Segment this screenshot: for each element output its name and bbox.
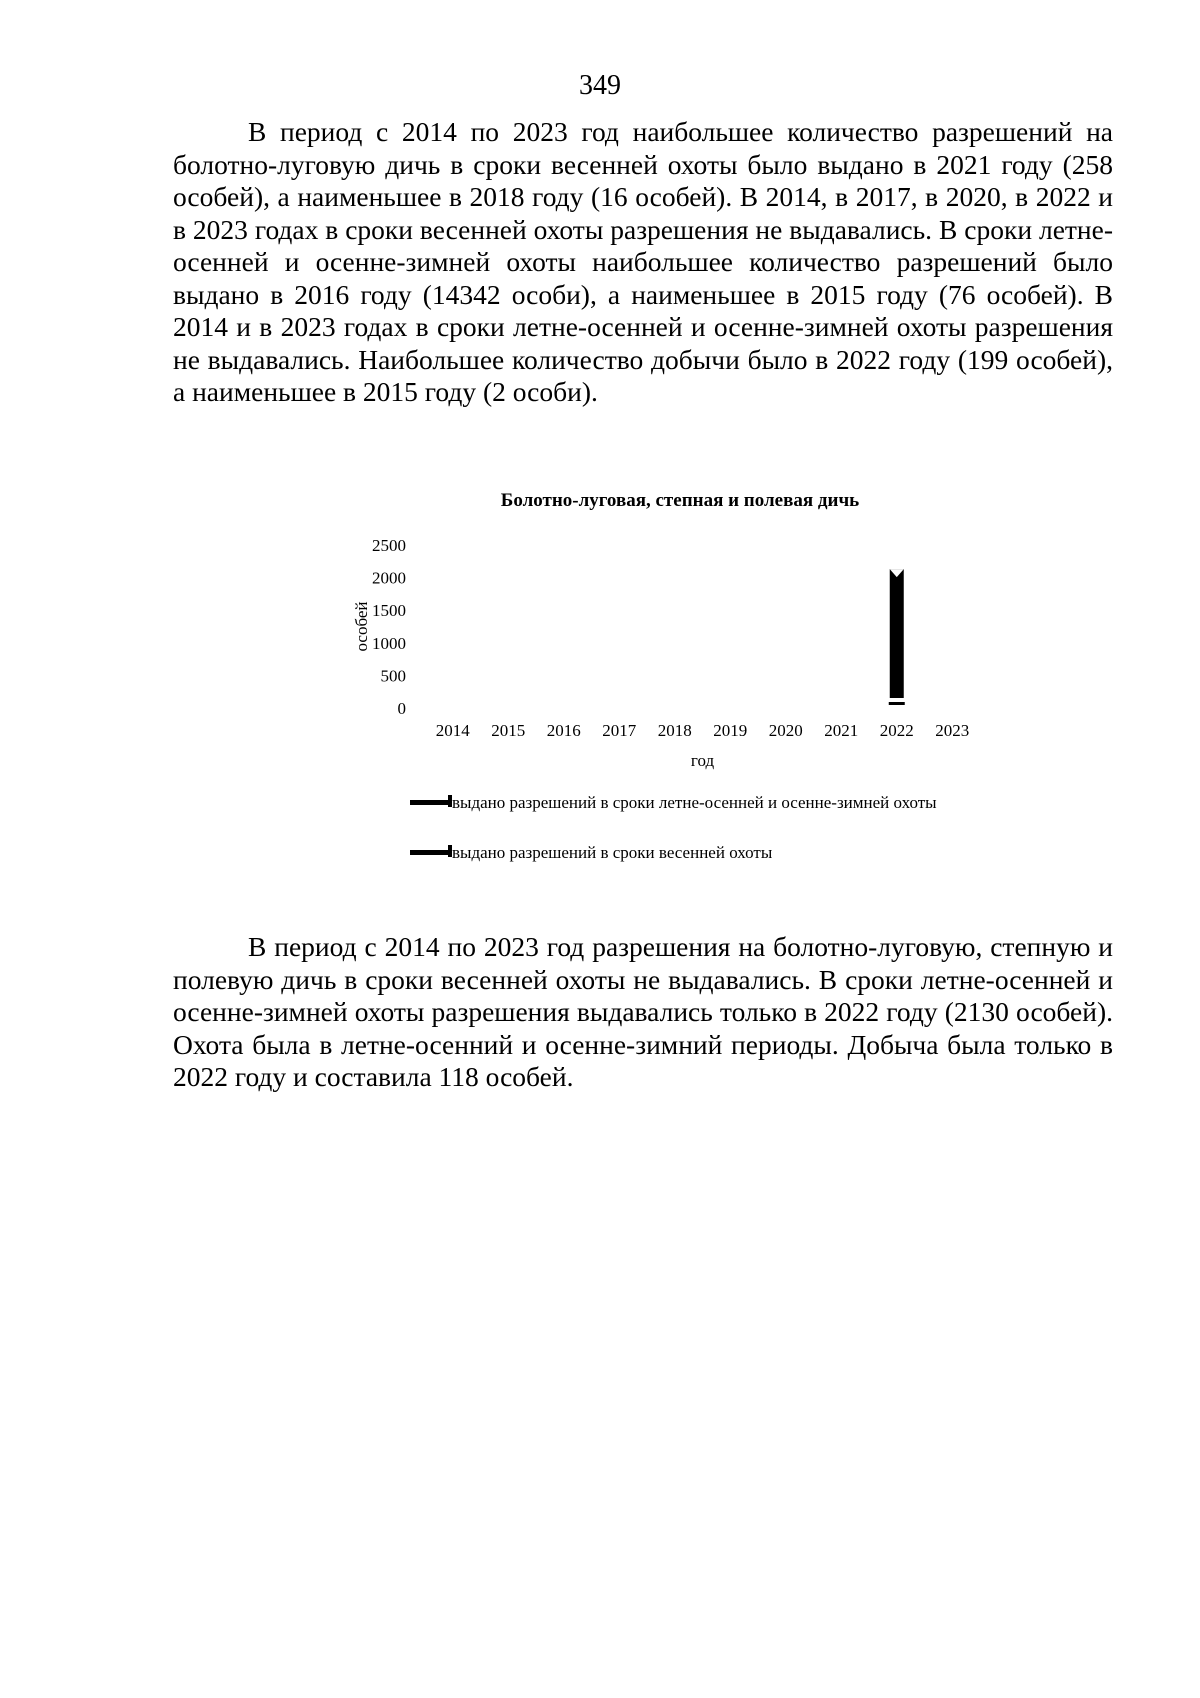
x-tick-label: 2016 [546,721,581,740]
paragraph-marsh-game-permits: В период с 2014 по 2023 год наибольшее количество разрешений на болотно-луговую дичь в сроки весенней охоты было выдано в 2021 году (258 особей), а наименьшее в 2018 году (16 особей). В 2014, в 2017, в 2020, в 2022 и в 2023 годах в сроки весенней охоты разрешения не выдавались. В сроки летне-осенней и осенне-зимней охоты наибольшее количество разрешений было выдано в 2016 году (14342 особи), а наименьшее в 2015 году (76 особей). В 2014 и в 2023 годах в сроки летне-осенней и осенне-зимней охоты разрешения не выдавались. Наибольшее количество добычи было в 2022 году (199 особей), а наименьшее в 2015 году (2 особи). [173,116,1113,407]
y-tick-label: 500 [380,666,406,686]
chart-container [352,490,1000,880]
y-tick-label: 2000 [372,568,406,588]
y-tick-label: 2500 [372,536,406,555]
x-tick-label: 2020 [768,721,803,740]
legend-label-spring: выдано разрешений в сроки весенней охоты [452,843,773,862]
x-tick-label: 2018 [657,721,692,740]
paragraph-steppe-game-permits: В период с 2014 по 2023 год разрешения на болотно-луговую, степную и полевую дичь в сроки весенней охоты не выдавались. В сроки летне-осенней и осенне-зимней охоты разрешения выдавались только в 2022 году (2130 особей). Охота была в летне-осенний и осенне-зимний периоды. Добыча была только в 2022 году и составила 118 особей. [173,931,1113,1092]
x-tick-label: 2014 [435,721,470,740]
y-tick-label: 1000 [372,633,406,653]
x-tick-label: 2022 [879,721,914,740]
chart-title: Болотно-луговая, степная и полевая дичь [500,490,860,511]
bar-summer-autumn-2022 [890,569,904,698]
x-axis-label: год [690,751,715,770]
legend-swatch-summer-autumn-icon [410,795,452,809]
legend-item-summer-autumn [410,792,970,813]
legend-swatch-spring-icon [410,845,452,859]
x-tick-label: 2019 [713,721,748,740]
x-tick-label: 2023 [935,721,970,740]
y-axis-label: особей [352,601,371,652]
bar-base-mark [889,702,905,705]
x-tick-label: 2017 [602,721,637,740]
legend-label-summer-autumn: выдано разрешений в сроки летне-осенней и осенне-зимней охоты [452,793,937,812]
bar-chart [352,490,1000,770]
x-tick-label: 2021 [824,721,859,740]
page-number: 349 [579,70,621,101]
x-tick-label: 2015 [491,721,526,740]
y-tick-label: 0 [397,699,406,718]
y-tick-label: 1500 [372,601,406,621]
legend-item-spring [410,842,970,863]
